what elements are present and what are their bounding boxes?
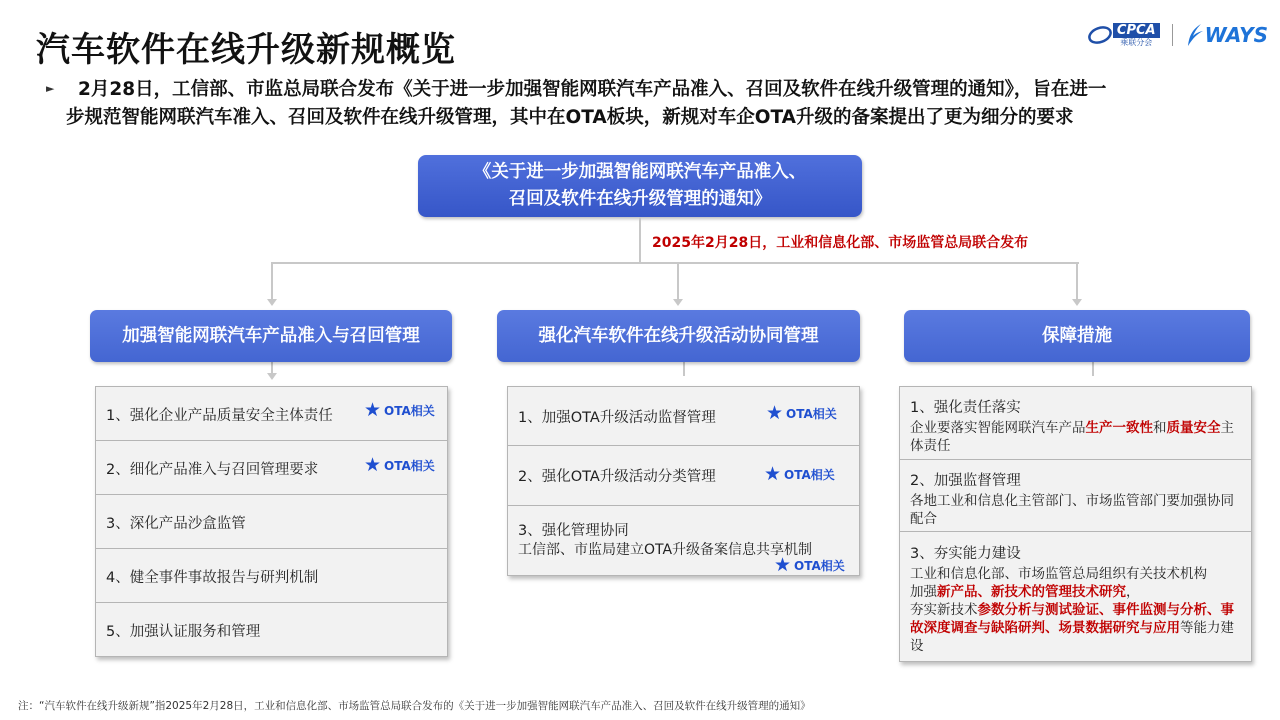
ota-badge bbox=[364, 401, 435, 420]
list-item-desc: 工信部、市监局建立OTA升级备案信息共享机制 bbox=[518, 542, 813, 558]
notice-title-box bbox=[418, 155, 862, 217]
list-item-desc: 各地工业和信息化主管部门、市场监管部门要加强协同配合 bbox=[910, 493, 1234, 527]
connector-vertical-main bbox=[639, 217, 641, 263]
list-item bbox=[96, 441, 447, 495]
list-item bbox=[96, 549, 447, 603]
ota-badge bbox=[364, 456, 435, 475]
access-recall-list bbox=[95, 386, 448, 657]
arrow-middle bbox=[673, 299, 683, 306]
list-item-text: 4、健全事件事故报告与研判机制 bbox=[106, 570, 319, 586]
list-item-heading: 3、夯实能力建设 bbox=[910, 546, 1021, 562]
ways-logo bbox=[1185, 22, 1268, 48]
ota-badge-label: OTA相关 bbox=[794, 559, 845, 573]
notice-title-line-1: 《关于进一步加强智能网联汽车产品准入、 bbox=[473, 162, 807, 182]
release-date-label: 2025年2月28日，工业和信息化部、市场监管总局联合发布 bbox=[652, 235, 1029, 251]
star-icon: ★ bbox=[364, 454, 382, 476]
list-item bbox=[900, 532, 1251, 661]
connector-right bbox=[1076, 262, 1078, 300]
footnote: 注：“汽车软件在线升级新规”指2025年2月28日，工业和信息化部、市场监管总局联合发布的《关于进一步加强智能网联汽车产品准入、召回及软件在线升级管理的通知》 bbox=[18, 700, 811, 712]
list-item-text: 5、加强认证服务和管理 bbox=[106, 624, 261, 640]
ota-badge-label: OTA相关 bbox=[384, 404, 435, 418]
intro-line-1: 2月28日，工信部、市监总局联合发布《关于进一步加强智能网联汽车产品准入、召回及软件在线升级管理的通知》，旨在进一 bbox=[78, 79, 1107, 100]
ota-badge-label: OTA相关 bbox=[784, 468, 835, 482]
connector-middle bbox=[677, 262, 679, 300]
list-item-text: 1、加强OTA升级活动监督管理 bbox=[518, 410, 716, 426]
cpca-swoosh-icon bbox=[1087, 24, 1113, 46]
ota-badge bbox=[774, 556, 845, 575]
ota-badge-label: OTA相关 bbox=[786, 407, 837, 421]
connector-right-down bbox=[1092, 362, 1094, 376]
list-item-text: 3、强化管理协同 bbox=[518, 523, 629, 539]
star-icon: ★ bbox=[364, 399, 382, 421]
notice-title-line-2: 召回及软件在线升级管理的通知》 bbox=[508, 189, 772, 209]
connector-middle-down bbox=[683, 362, 685, 376]
category-safeguards: 保障措施 bbox=[904, 310, 1250, 362]
cpca-logo-text: CPCA bbox=[1113, 23, 1160, 38]
star-icon: ★ bbox=[764, 463, 782, 485]
logos bbox=[1087, 20, 1268, 50]
arrow-left bbox=[267, 299, 277, 306]
list-item-desc: 工业和信息化部、市场监管总局组织有关技术机构 加强新产品、新技术的管理技术研究， 夯实新技术参数分析与测试验证、事件监测与分析、事故深度调查与缺陷研判、场景数据研究与应用等能力建设 bbox=[910, 566, 1234, 654]
safeguards-list bbox=[899, 386, 1252, 662]
category-ota-collaboration: 强化汽车软件在线升级活动协同管理 bbox=[497, 310, 860, 362]
list-item bbox=[508, 387, 859, 446]
logo-divider bbox=[1172, 24, 1173, 46]
ota-badge-label: OTA相关 bbox=[384, 459, 435, 473]
intro-line-2: 步规范智能网联汽车准入、召回及软件在线升级管理，其中在OTA板块，新规对车企OTA升级的备案提出了更为细分的要求 bbox=[66, 107, 1074, 128]
connector-left bbox=[271, 262, 273, 300]
star-icon: ★ bbox=[774, 554, 792, 576]
cpca-logo-subtext: 乘联分会 bbox=[1120, 38, 1153, 47]
list-item-text: 2、细化产品准入与召回管理要求 bbox=[106, 462, 319, 478]
list-item-text: 3、深化产品沙盒监管 bbox=[106, 516, 246, 532]
category-access-recall: 加强智能网联汽车产品准入与召回管理 bbox=[90, 310, 452, 362]
ways-swoosh-icon bbox=[1185, 22, 1205, 48]
list-item bbox=[900, 460, 1251, 532]
page-title: 汽车软件在线升级新规概览 bbox=[36, 30, 456, 70]
list-item bbox=[96, 495, 447, 549]
list-item bbox=[96, 387, 447, 441]
connector-horizontal bbox=[271, 262, 1079, 264]
list-item bbox=[508, 446, 859, 506]
ota-collaboration-list bbox=[507, 386, 860, 576]
arrow-right bbox=[1072, 299, 1082, 306]
bullet-icon: ► bbox=[46, 82, 55, 95]
ota-badge bbox=[766, 404, 837, 423]
list-item-heading: 1、强化责任落实 bbox=[910, 400, 1021, 416]
cpca-logo bbox=[1087, 23, 1160, 47]
ota-badge bbox=[764, 465, 835, 484]
intro-text bbox=[66, 76, 1273, 132]
list-item bbox=[96, 603, 447, 656]
ways-logo-text: WAYS bbox=[1204, 23, 1268, 47]
star-icon: ★ bbox=[766, 402, 784, 424]
list-item-heading: 2、加强监督管理 bbox=[910, 473, 1021, 489]
list-item-text: 1、强化企业产品质量安全主体责任 bbox=[106, 408, 333, 424]
list-item bbox=[508, 506, 859, 575]
list-item bbox=[900, 387, 1251, 460]
list-item-text: 2、强化OTA升级活动分类管理 bbox=[518, 469, 716, 485]
arrow-left-down bbox=[267, 373, 277, 380]
list-item-desc: 企业要落实智能网联汽车产品生产一致性和质量安全主体责任 bbox=[910, 420, 1234, 454]
